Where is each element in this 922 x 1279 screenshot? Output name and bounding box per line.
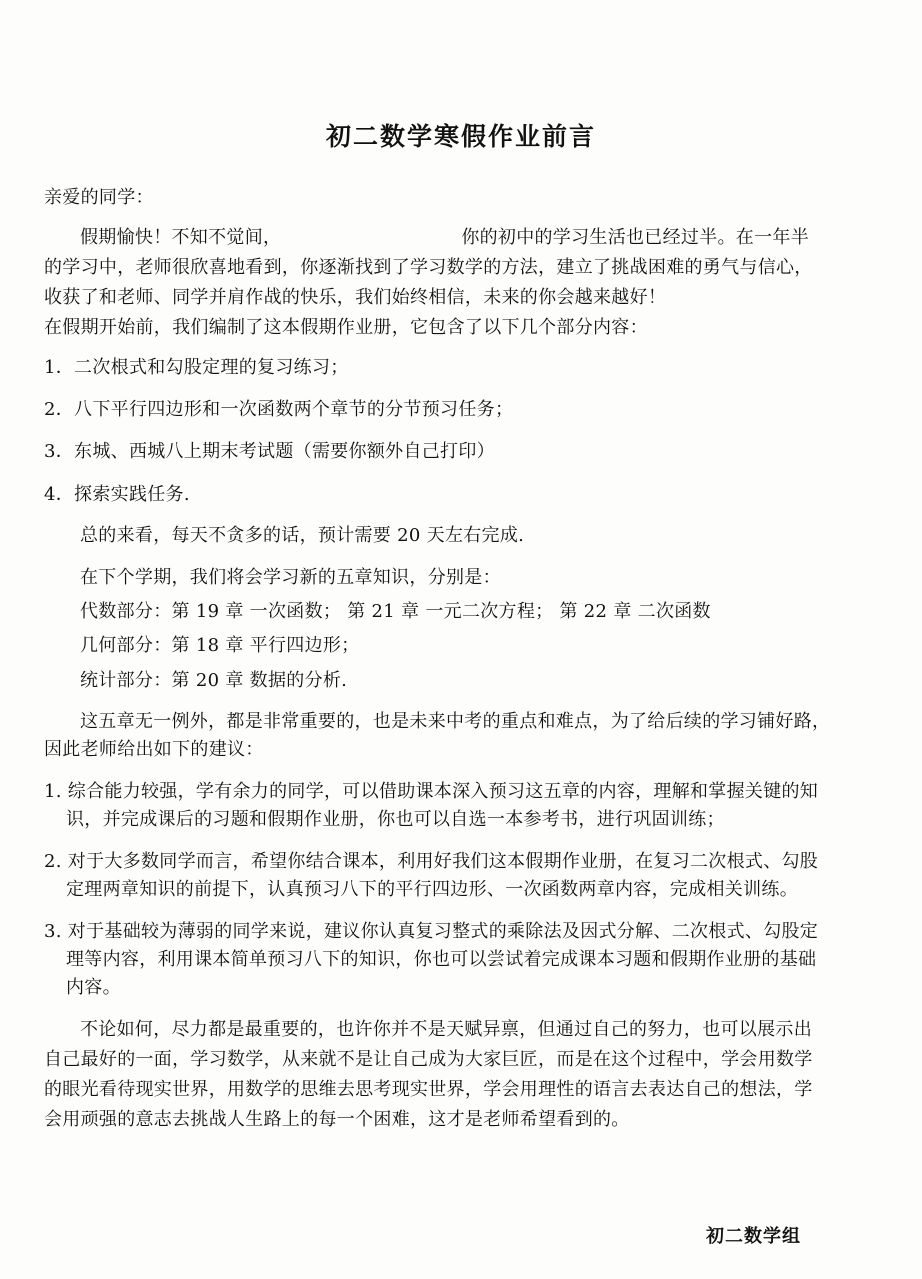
suggestion-2-line-1: 2. 对于大多数同学而言，希望你结合课本，利用好我们这本假期作业册，在复习二次根式、勾股 (44, 851, 819, 872)
closing-line-2: 自己最好的一面，学习数学，从来就不是让自己成为大家巨匠，而是在这个过程中，学会用数学 (44, 1049, 813, 1070)
suggestion-3-line-2: 理等内容，利用课本简单预习八下的知识，你也可以尝试着完成课本习题和假期作业册的基础 (66, 949, 817, 970)
intro-line-4: 在假期开始前，我们编制了这本假期作业册，它包含了以下几个部分内容： (44, 317, 648, 338)
summary: 总的来看，每天不贪多的话，预计需要 20 天左右完成. (80, 525, 525, 546)
part-item: 1．二次根式和勾股定理的复习练习； (44, 357, 349, 378)
suggestion-1-line-1: 1. 综合能力较强，学有余力的同学，可以借助课本深入预习这五章的内容，理解和掌握关键的知 (44, 781, 819, 802)
suggestion-3-line-3: 内容。 (66, 977, 121, 998)
intro-line-1-start: 假期愉快！不知不觉间， (80, 227, 282, 248)
intro-line-2: 的学习中，老师很欣喜地看到，你逐渐找到了学习数学的方法，建立了挑战困难的勇气与信心， (44, 257, 813, 278)
importance-line-1: 这五章无一例外，都是非常重要的，也是未来中考的重点和难点，为了给后续的学习铺好路， (80, 711, 831, 732)
greeting: 亲爱的同学： (44, 187, 154, 208)
closing-line-4: 会用顽强的意志去挑战人生路上的每一个困难，这才是老师希望看到的。 (44, 1109, 630, 1130)
part-item: 4．探索实践任务. (44, 484, 190, 505)
intro-line-1-end: 你的初中的学习生活也已经过半。在一年半 (461, 227, 810, 248)
signature: 初二数学组 (706, 1226, 801, 1247)
document-title: 初二数学寒假作业前言 (325, 122, 596, 151)
intro-line-1 (80, 226, 809, 250)
algebra-part: 代数部分：第 19 章 一次函数； 第 21 章 一元二次方程； 第 22 章 二次函数 (80, 601, 711, 622)
part-item: 3．东城、西城八上期末考试题（需要你额外自己打印） (44, 441, 495, 462)
geometry-part: 几何部分：第 18 章 平行四边形； (80, 635, 360, 656)
part-item: 2．八下平行四边形和一次函数两个章节的分节预习任务； (44, 399, 514, 420)
closing-line-3: 的眼光看待现实世界，用数学的思维去思考现实世界，学会用理性的语言去表达自己的想法，学 (44, 1079, 813, 1100)
next-term-intro: 在下个学期，我们将会学习新的五章知识，分别是： (80, 567, 501, 588)
suggestion-2-line-2: 定理两章知识的前提下，认真预习八下的平行四边形、一次函数两章内容，完成相关训练。 (66, 879, 798, 900)
suggestion-3-line-1: 3. 对于基础较为薄弱的同学来说，建议你认真复习整式的乘除法及因式分解、二次根式、勾股定 (44, 921, 819, 942)
closing-line-1: 不论如何，尽力都是最重要的，也许你并不是天赋异禀，但通过自己的努力，也可以展示出 (80, 1019, 812, 1040)
statistics-part: 统计部分：第 20 章 数据的分析. (80, 670, 348, 691)
suggestion-1-line-2: 识，并完成课后的习题和假期作业册，你也可以自选一本参考书，进行巩固训练； (66, 809, 725, 830)
importance-line-2: 因此老师给出如下的建议： (44, 739, 264, 760)
intro-line-3: 收获了和老师、同学并肩作战的快乐，我们始终相信，未来的你会越来越好！ (44, 287, 667, 308)
